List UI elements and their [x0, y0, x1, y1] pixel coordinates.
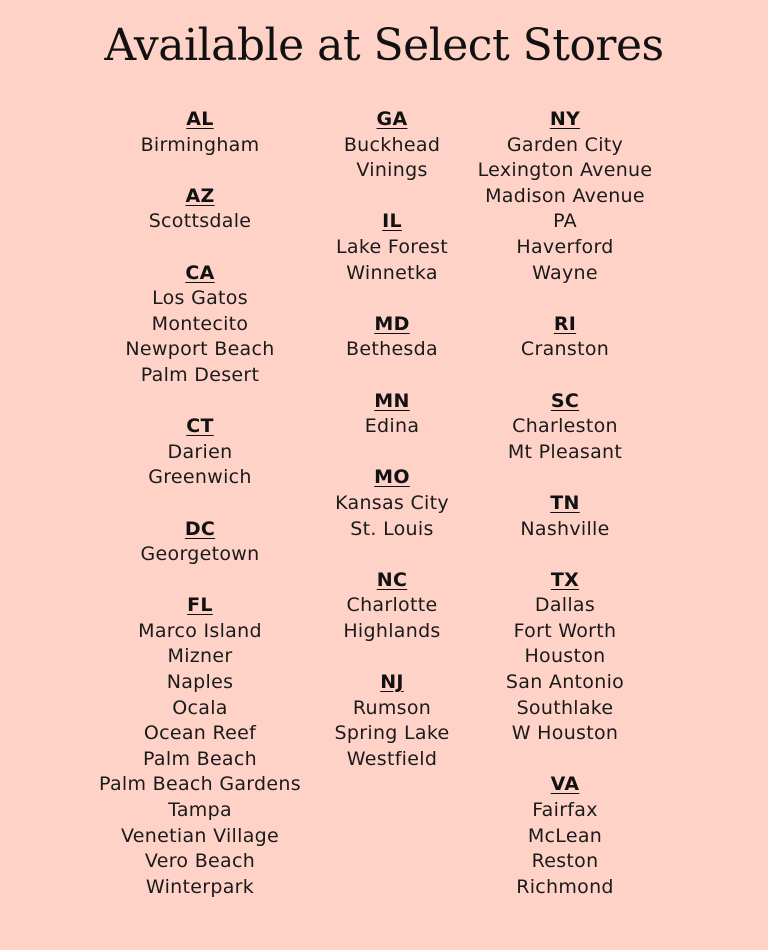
city-item: Fairfax [532, 799, 598, 822]
state-group-nc [312, 568, 472, 645]
city-item: Newport Beach [125, 338, 275, 361]
city-item: Greenwich [148, 466, 252, 489]
store-column-1 [80, 107, 320, 900]
city-item: Vero Beach [144, 850, 256, 873]
city-item: Montecito [151, 312, 249, 335]
city-item: Georgetown [140, 543, 260, 566]
page-title: Available at Select Stores [104, 20, 664, 71]
city-item: Garden City [506, 133, 624, 156]
state-group-tn [455, 491, 675, 542]
city-item: Charleston [512, 415, 618, 438]
state-code-ga: GA [376, 108, 408, 130]
state-group-md [312, 312, 472, 363]
city-item: Palm Beach Gardens [99, 773, 301, 796]
city-item: Westfield [346, 747, 438, 770]
city-item: Venetian Village [120, 824, 279, 847]
city-item: Bethesda [346, 338, 438, 361]
state-code-nc: NC [376, 568, 408, 591]
state-code-mo: MO [374, 466, 410, 489]
store-column-2 [312, 107, 472, 772]
city-item: Spring Lake [334, 722, 450, 745]
state-code-pa: PA [553, 210, 577, 233]
city-item: Southlake [516, 696, 614, 719]
store-column-3 [455, 107, 675, 900]
city-item: Lake Forest [336, 235, 448, 258]
city-item: Edina [364, 415, 420, 438]
state-code-ny: NY [549, 108, 581, 130]
city-item: Charlotte [346, 594, 438, 617]
state-group-ca [80, 261, 320, 389]
city-item: Winterpark [145, 875, 255, 898]
city-item: Palm Beach [143, 747, 257, 770]
city-item: Vinings [356, 159, 428, 182]
state-code-mn: MN [374, 389, 410, 412]
city-item: Fort Worth [513, 619, 617, 642]
city-item: Madison Avenue [485, 184, 645, 207]
city-item: Scottsdale [148, 210, 252, 233]
city-item: Ocala [172, 696, 228, 719]
state-code-ri: RI [553, 312, 577, 335]
state-code-nj: NJ [380, 671, 404, 694]
city-item: Nashville [520, 517, 610, 540]
city-item: Palm Desert [140, 363, 260, 386]
state-code-al: AL [186, 108, 214, 130]
state-code-sc: SC [550, 389, 580, 412]
city-item: McLean [527, 824, 603, 847]
state-group-fl [80, 593, 320, 900]
city-item: Houston [524, 645, 606, 668]
city-item: Mizner [167, 645, 233, 668]
state-group-dc [80, 517, 320, 568]
city-item: Tampa [168, 799, 232, 822]
state-code-fl: FL [187, 594, 213, 617]
city-item: Winnetka [346, 261, 438, 284]
state-code-va: VA [550, 773, 580, 796]
state-code-az: AZ [185, 184, 215, 207]
state-group-az [80, 184, 320, 235]
state-code-md: MD [374, 312, 410, 335]
city-item: Kansas City [335, 491, 449, 514]
state-group-nj [312, 670, 472, 772]
state-code-dc: DC [184, 517, 216, 540]
city-item: Lexington Avenue [477, 159, 653, 182]
state-group-il [312, 209, 472, 286]
city-item: Buckhead [343, 133, 441, 156]
state-group-ny [455, 107, 675, 209]
state-group-tx [455, 568, 675, 747]
state-group-sc [455, 389, 675, 466]
city-item: Darien [167, 440, 233, 463]
state-group-mn [312, 389, 472, 440]
city-item: Rumson [352, 696, 432, 719]
state-group-ct [80, 414, 320, 491]
city-item: Naples [166, 671, 234, 694]
city-item: Reston [531, 850, 599, 873]
city-item: Dallas [534, 594, 596, 617]
state-group-va [455, 772, 675, 900]
state-group-al [80, 107, 320, 158]
state-code-ct: CT [186, 415, 214, 438]
city-item: Los Gatos [152, 287, 248, 310]
state-group-pa [455, 209, 675, 286]
city-item: Haverford [516, 235, 614, 258]
state-code-tn: TN [550, 491, 580, 514]
state-group-ga [312, 107, 472, 184]
state-group-mo [312, 465, 472, 542]
city-item: Mt Pleasant [507, 440, 623, 463]
city-item: Cranston [520, 338, 610, 361]
city-item: W Houston [511, 722, 619, 745]
city-item: Richmond [516, 875, 614, 898]
city-item: Marco Island [138, 619, 262, 642]
state-code-tx: TX [550, 568, 580, 591]
city-item: Wayne [532, 261, 598, 284]
city-item: Ocean Reef [143, 722, 257, 745]
city-item: Highlands [343, 619, 441, 642]
state-code-ca: CA [185, 261, 215, 284]
city-item: Birmingham [140, 133, 260, 156]
city-item: St. Louis [350, 517, 434, 540]
city-item: San Antonio [505, 671, 625, 694]
state-group-ri [455, 312, 675, 363]
state-code-il: IL [382, 210, 402, 233]
